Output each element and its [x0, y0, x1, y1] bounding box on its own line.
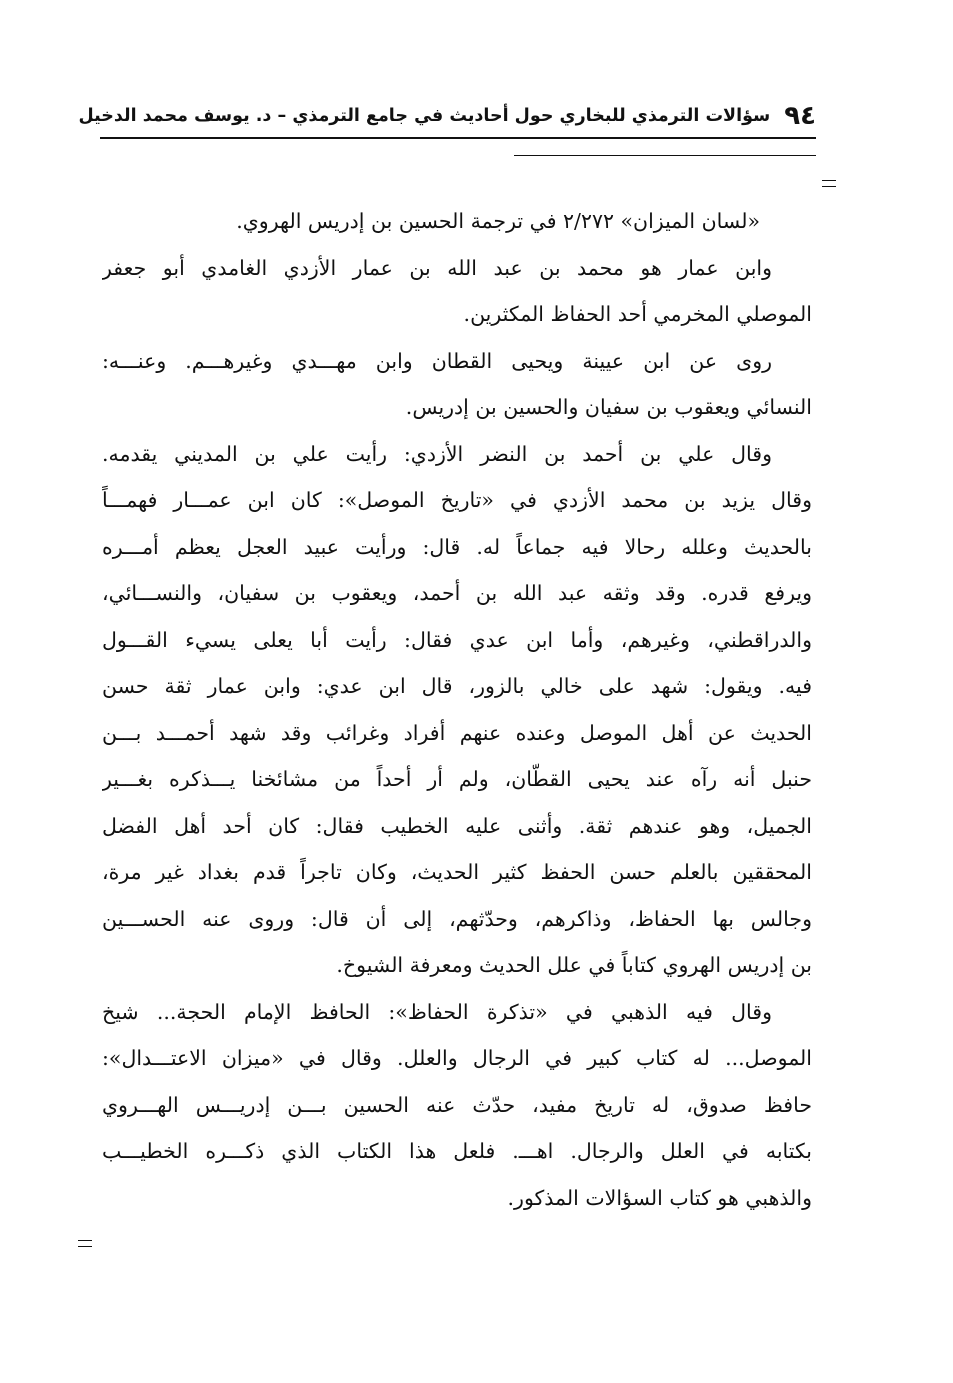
text-line: وقال فيه الذهبي في «تذكرة الحفاظ»: الحافظ الإمام الحجة... شيخ: [102, 999, 772, 1024]
text-line: حنبل أنه رآه عند يحيى القطّان، ولم أر أحداً من مشائخنا يـــذكره بغـــير: [102, 767, 812, 791]
page-number: ٩٤: [784, 101, 816, 131]
text-line: النسائي ويعقوب بن سفيان والحسين بن إدريس.: [405, 395, 812, 419]
margin-mark-bottom: [78, 1240, 92, 1247]
body-text: [102, 198, 812, 1221]
text-line: «لسان الميزان» ٢/٢٧٢ في ترجمة الحسين بن إدريس الهروي.: [236, 209, 760, 233]
text-line: والذهبي هو كتاب السؤالات المذكور.: [507, 1185, 812, 1210]
text-line: الموصلي المخرمي أحد الحفاظ المكثرين.: [463, 302, 812, 326]
page-header: [78, 96, 816, 136]
text-line: وقال علي بن أحمد بن النضر الأزدي: رأيت علي بن المديني يقدمه.: [102, 441, 772, 466]
text-line: فيه. ويقول: شهد على خالي بالزور، قال ابن عدي: وابن عمار ثقة حسن: [102, 674, 812, 698]
running-title: سؤالات الترمذي للبخاري حول أحاديث في جامع الترمذي – د. يوسف محمد الدخيل: [78, 106, 771, 126]
text-line: والدراقطني، وغيرهم، وأما ابن عدي فقال: رأيت أبا يعلى يسيء القـــول: [102, 627, 812, 652]
text-line: الجميل، وهو عندهم ثقة. وأثنى عليه الخطيب فقال: كان أحد أهل الفضل: [102, 813, 812, 838]
header-rule-short: [514, 155, 816, 156]
text-line: المحققين بالعلم حسن الحفظ كثير الحديث، وكان تاجراً قدم بغداد غير مرة،: [102, 860, 812, 884]
text-line: الحديث عن أهل الموصل وعنده عنهم أفراد وغرائب وقد شهد أحمـــد بـــن: [102, 720, 812, 745]
header-rule: [100, 137, 816, 139]
text-line: وجالس بها الحفاظ، وذاكرهم، وحدّثهم، إلى أن قال: وروى عنه الحســـين: [102, 906, 812, 931]
text-line: ويرفع قدره. وقد وثقه عبد الله بن أحمد، ويعقوب بن سفيان، والنســـائي،: [102, 581, 812, 605]
text-line: وقال يزيد بن محمد الأزدي في «تاريخ الموصل»: كان ابن عمـــار فهمـــاً: [102, 488, 812, 512]
margin-mark-top: [822, 180, 836, 187]
text-line: بن إدريس الهروي كتاباً في علل الحديث ومعرفة الشيوخ.: [336, 953, 812, 977]
text-line: بالحديث وعلله رحالا فيه جماعاً له. قال: ورأيت عبيد العجل يعظم أمـــره: [102, 534, 812, 559]
text-line: حافظ صدوق، له تاريخ مفيد، حدّث عنه الحسين بـــن إدريـــس الهـــروي: [102, 1092, 812, 1117]
text-line: بكتابه في العلل والرجال. اهـــ. فلعل هذا الكتاب الذي ذكـــره الخطيـــب: [102, 1139, 812, 1163]
text-line: روى عن ابن عيينة ويحيى القطان وابن مهـــدي وغيرهـــم. وعنـــه:: [102, 348, 772, 373]
text-line: وابن عمار هو محمد بن عبد الله بن عمار الأزدي الغامدي أبو جعفر: [102, 255, 772, 280]
text-line: الموصل... له كتاب كبير في الرجال والعلل. وقال في «ميزان الاعتـــدال»:: [102, 1046, 812, 1070]
